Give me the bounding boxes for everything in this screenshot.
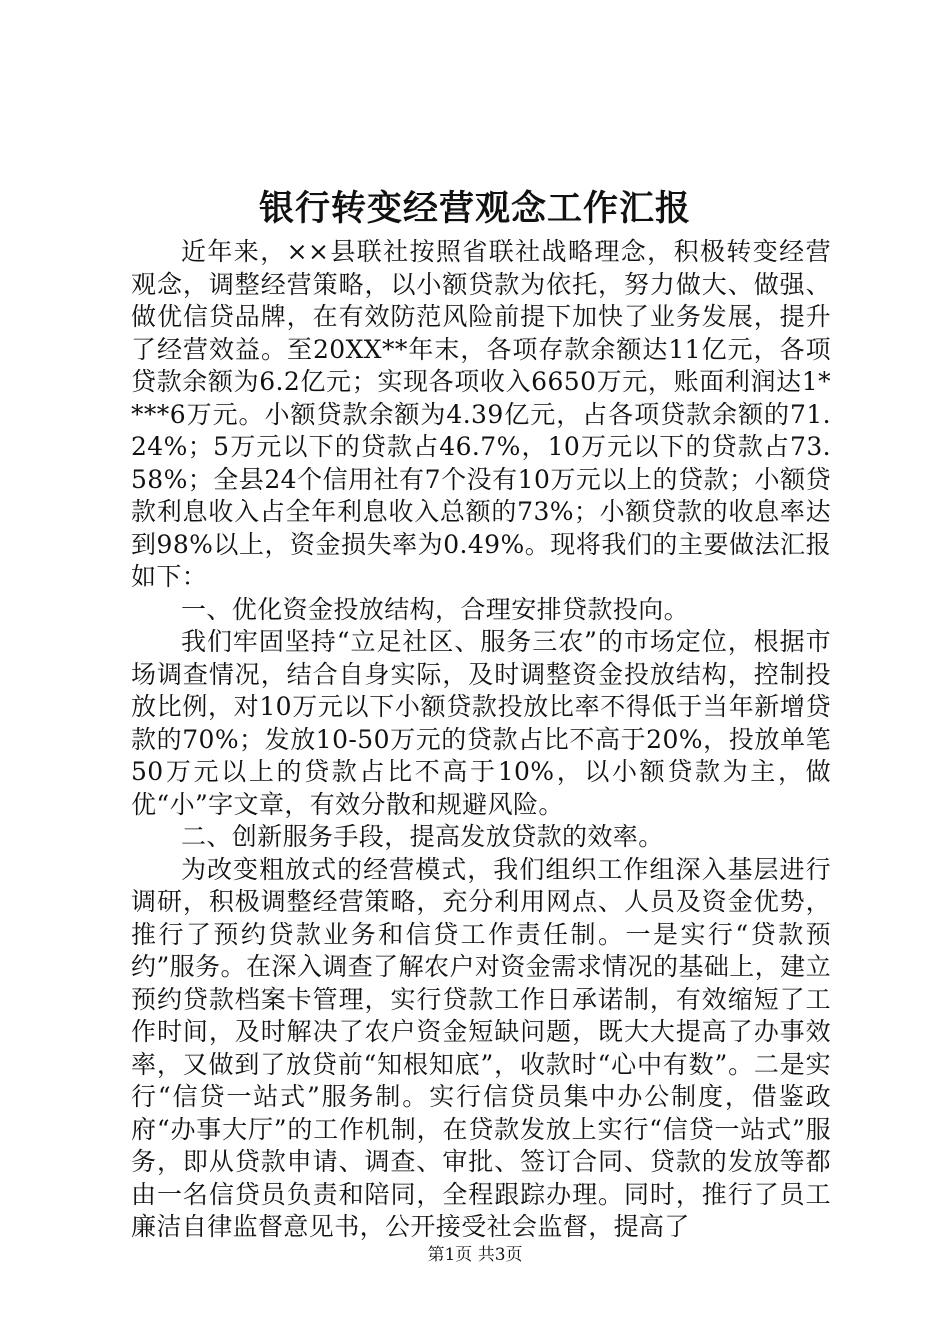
paragraph-section-1: 我们牢固坚持“立足社区、服务三农”的市场定位，根据市场调查情况，结合自身实际，及时调整资金投放结构，控制投放比例，对10万元以下小额贷款投放比率不得低于当年新增贷款的70%；发放10-50万元的贷款占比不高于20%，投放单笔50万元以上的贷款占比不高于10%，以小额贷款为主，做优“小”字文章，有效分散和规避风险。 [131,627,831,819]
section-heading-2: 二、创新服务手段，提高发放贷款的效率。 [181,822,664,851]
paragraph-intro: 近年来，××县联社按照省联社战略理念，积极转变经营观念，调整经营策略，以小额贷款为依托，努力做大、做强、做优信贷品牌，在有效防范风险前提下加快了业务发展，提升了经营效益。至20XX**年末，各项存款余额达11亿元，各项贷款余额为6.2亿元；实现各项收入6650万元，账面利润达1****6万元。小额贷款余额为4.39亿元，占各项贷款余额的71.24%；5万元以下的贷款占46.7%，10万元以下的贷款占73.58%；全县24个信用社有7个没有10万元以上的贷款；小额贷款利息收入占全年利息收入总额的73%；小额贷款的收息率达到98%以上，资金损失率为0.49%。现将我们的主要做法汇报如下： [131,237,831,591]
section-heading-1: 一、优化资金投放结构，合理安排贷款投向。 [181,594,690,624]
document-body [131,236,831,1244]
paragraph-section-2: 为改变粗放式的经营模式，我们组织工作组深入基层进行调研，积极调整经营策略，充分利用网点、人员及资金优势，推行了预约贷款业务和信贷工作责任制。一是实行“贷款预约”服务。在深入调查了解农户对资金需求情况的基础上，建立预约贷款档案卡管理，实行贷款工作日承诺制，有效缩短了工作时间，及时解决了农户资金短缺问题，既大大提高了办事效率，又做到了放贷前“知根知底”，收款时“心中有数”。二是实行“信贷一站式”服务制。实行信贷员集中办公制度，借鉴政府“办事大厅”的工作机制，在贷款发放上实行“信贷一站式”服务，即从贷款申请、调查、审批、签订合同、贷款的发放等都由一名信贷员负责和陪同，全程跟踪办理。同时，推行了员工廉洁自律监督意见书，公开接受社会监督，提高了 [131,854,831,1241]
document-title: 银行转变经营观念工作汇报 [258,188,691,229]
page-footer: 第1页 共3页 [427,1245,523,1265]
